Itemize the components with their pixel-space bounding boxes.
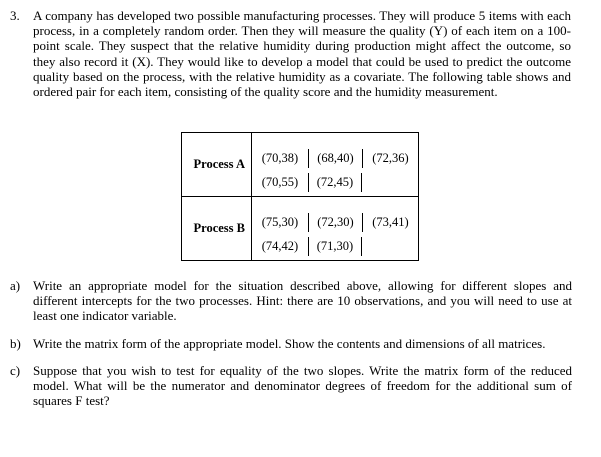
row-label-process-b: Process B: [182, 197, 252, 261]
observation-pair: (70,38): [261, 150, 299, 165]
observation-pair: (72,36): [362, 149, 418, 168]
observation-pair: (75,30): [261, 214, 299, 229]
part-label: c): [10, 363, 21, 378]
pair-line: [252, 173, 418, 192]
pair-line: [252, 213, 418, 232]
observation-pair: (68,40): [308, 149, 362, 168]
observation-table: [181, 132, 419, 261]
table-row: [182, 197, 419, 261]
observation-pair: (74,42): [261, 238, 299, 253]
pair-line: [252, 149, 418, 168]
part-text: Suppose that you wish to test for equality of the two slopes. Write the matrix form of the reduced model. What will be the numerator and denominator degrees of freedom for the additional sum of squares F test?: [33, 363, 572, 409]
part-text: Write the matrix form of the appropriate model. Show the contents and dimensions of all matrices.: [33, 336, 546, 351]
question-intro: A company has developed two possible manufacturing processes. They will produce 5 items with each process, in a completely random order. Then they will measure the quality (Y) of each item on a 100-point scale. They suspect that the relative humidity during production might affect the outcome, so they also record it (X). They would like to develop a model that could be used to predict the outcome quality based on the process, with the relative humidity as a covariate. The following table shows and ordered pair for each item, consisting of the quality score and the humidity measurement.: [33, 8, 571, 100]
part-label: b): [10, 336, 21, 351]
observation-pair: (71,30): [308, 237, 362, 256]
part-label: a): [10, 278, 21, 293]
row-label-process-a: Process A: [182, 133, 252, 197]
question-number: 3.: [10, 8, 20, 23]
observation-pair: (70,55): [261, 174, 299, 189]
process-a-observations: [252, 133, 419, 197]
observation-pair: (72,45): [308, 173, 362, 192]
observation-pair: (72,30): [308, 213, 362, 232]
pair-line: [252, 237, 418, 256]
table-row: [182, 133, 419, 197]
observation-pair: (73,41): [362, 213, 418, 232]
part-text: Write an appropriate model for the situation described above, allowing for different slopes and different intercepts for the two processes. Hint: there are 10 observations, and you will need to use at least one indicator variable.: [33, 278, 572, 324]
process-b-observations: [252, 197, 419, 261]
